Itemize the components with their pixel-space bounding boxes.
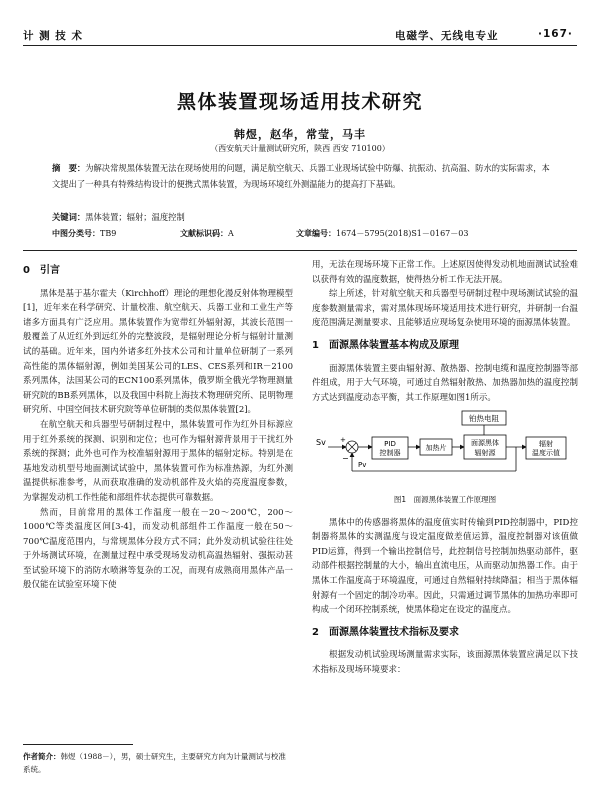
right-column [312,258,578,677]
paper-title: 黑体装置现场适用技术研究 [176,91,423,113]
intro-paragraph-1: 黑体是基于基尔霍夫（Kirchhoff）理论的理想化漫反射体物理模型[1]，近年来在科学研究、计量校准、航空航天、兵器工业和工业生产等诸多方面具有广泛应用。黑体装置作为宽带红外辐射源，其波长范围一般覆盖了从近红外到远红外的完整波段，是辐射理论分析与辐射计量测试的基础。近年来，国内外诸多红外技术公司和计量单位研制了一系列高性能的黑体辐射源，例如美国某公司的LES、CES系列和IR－2100系列黑体，法国某公司的ECN100系列黑体，俄罗斯全俄光学物理测量研究院的BB系列黑体，以及我国中科院上海技术物理研究所、昆明物理研究所、中国空间技术研究院等单位研制的类似黑体装置[2]。 [23,288,293,416]
blackbody-label-line1: 面源黑体 [471,439,499,448]
affiliation: （西安航天计量测试研究所，陕西 西安 710100） [210,144,390,153]
running-header-journal: 计 测 技 术 [23,30,83,42]
intro-paragraph-2: 在航空航天和兵器型号研制过程中，黑体装置可作为红外目标源应用于红外系统的探测、识别和定位；也可作为辐射源背景用于干扰红外系统的探测；此外也可作为校准辐射源用于黑体的辐射定标。特别是在基地发动机型号地面测试试验中，黑体装置可作为标准热源，为红外测温提供标准参考，从而获取准确的发动机部件及火焰的亮度温度参数，为掌握发动机工作性能和部组件状态提供可靠数据。 [23,419,293,503]
figure-1-diagram [312,409,578,487]
document-code [180,228,234,239]
doc-value: A [228,229,234,238]
article-number [296,228,468,239]
heater-label: 加热片 [425,444,447,453]
section-0-heading: 0 引言 [23,265,60,276]
figure-1 [312,409,578,507]
intro-summary-paragraph: 综上所述，针对航空航天和兵器型号研制过程中现场测试试验的温度参数测量需求，需对黑体现场环境适用技术进行研究，并研制一台温度范围满足测量要求、且能够适应现场复杂使用环境的面源黑体装置。 [312,289,578,329]
figure-1-caption: 图1 面源黑体装置工作原理图 [393,494,497,504]
pid-label-line2: 控制器 [379,449,401,458]
author-footnote [23,750,293,776]
minus-sign: − [342,454,349,464]
section-2-paragraph-1: 根据发动机试验现场测量需求实际，该面源黑体装置应满足以下技术指标及现场环境要求： [312,650,578,675]
keywords-label: 关键词： [52,212,86,222]
plus-sign: + [340,436,346,445]
pv-label: Pv [358,461,367,470]
sv-label: Sv [316,438,326,448]
clc-label: 中图分类号： [52,229,100,238]
abstract-label: 摘 要： [52,163,86,173]
authors: 韩煜，赵华，常莹，马丰 [234,128,366,141]
doc-label: 文献标识码： [180,229,228,238]
clc-number [52,228,116,239]
sensor-label: 铂热电阻 [469,414,499,424]
section-1-paragraph-1: 面源黑体装置主要由辐射源、散热器、控制电缆和温度控制器等部件组成，用于大气环境，可通过自然辐射散热、加热器加热的温度控制方式达到温度动态平衡，其工作原理如图1所示。 [312,363,578,403]
footnote-label: 作者简介： [23,752,61,761]
article-value: 1674－5795(2018)S1－0167－03 [336,229,469,238]
intro-paragraph-3: 然而，目前常用的黑体工作温度一般在－20～200℃，200～1000℃等类温度区间[3-4]，而发动机部组件工作温度一般在50～700℃温度范围内，与常规黑体分段方式不同；此外发动机试验往往处于外场测试环境，在测量过程中承受现场发动机高温热辐射、强振动甚至试验环境下的消防水喷淋等复杂的工况，而现有成熟商用黑体产品一般仅能在试验室环境下使 [23,507,293,591]
header-rule [23,45,577,46]
abstract [52,160,552,192]
keywords-text: 黑体装置；辐射；温度控制 [85,212,185,222]
left-column [23,258,293,593]
intro-continued-paragraph: 用，无法在现场环境下正常工作。上述原因使得发动机地面测试试验难以获得有效的温度数据，使得热分析工作无法开展。 [312,260,578,285]
output-label-line1: 辐射 [539,440,553,449]
section-1-paragraph-2: 黑体中的传感器将黑体的温度值实时传输到PID控制器中，PID控制器将黑体的实测温度与设定温度做差值运算，温度控制器对该值做PID运算，得到一个输出控制信号，此控制信号控制加热驱动部件，驱动部件根据控制量的大小，输出直流电压，从而驱动加热器工作。由于黑体工作温度高于环境温度，可通过自然辐射持续降温；相当于黑体辐射源有一个固定的制冷功率。因此，只需通过调节黑体的加热功率即可构成一个闭环控制系统，使黑体稳定在设定的温度点。 [312,517,578,616]
footnote-text: 韩煜（1988－），男，硕士研究生，主要研究方向为计量测试与校准系统。 [23,752,286,774]
page-number: ·167· [538,28,573,40]
article-label: 文章编号： [296,229,336,238]
footnote-rule [23,744,133,745]
abstract-divider [23,250,577,251]
running-header-section: 电磁学、无线电专业 [395,30,499,42]
section-1-heading: 1 面源黑体装置基本构成及原理 [312,339,459,351]
abstract-text: 为解决常规黑体装置无法在现场使用的问题，满足航空航天、兵器工业现场试验中防爆、抗振动、抗高温、防水的实际需求，本文提出了一种具有特殊结构设计的便携式黑体装置，为现场环境红外测温能力的提高打下基础。 [52,163,550,189]
clc-value: TB9 [100,229,117,238]
section-2-heading: 2 面源黑体装置技术指标及要求 [312,626,459,638]
blackbody-label-line2: 辐射源 [474,449,496,458]
keywords [52,211,185,223]
pid-label-line1: PID [384,440,396,449]
output-label-line2: 温度示值 [532,449,560,458]
